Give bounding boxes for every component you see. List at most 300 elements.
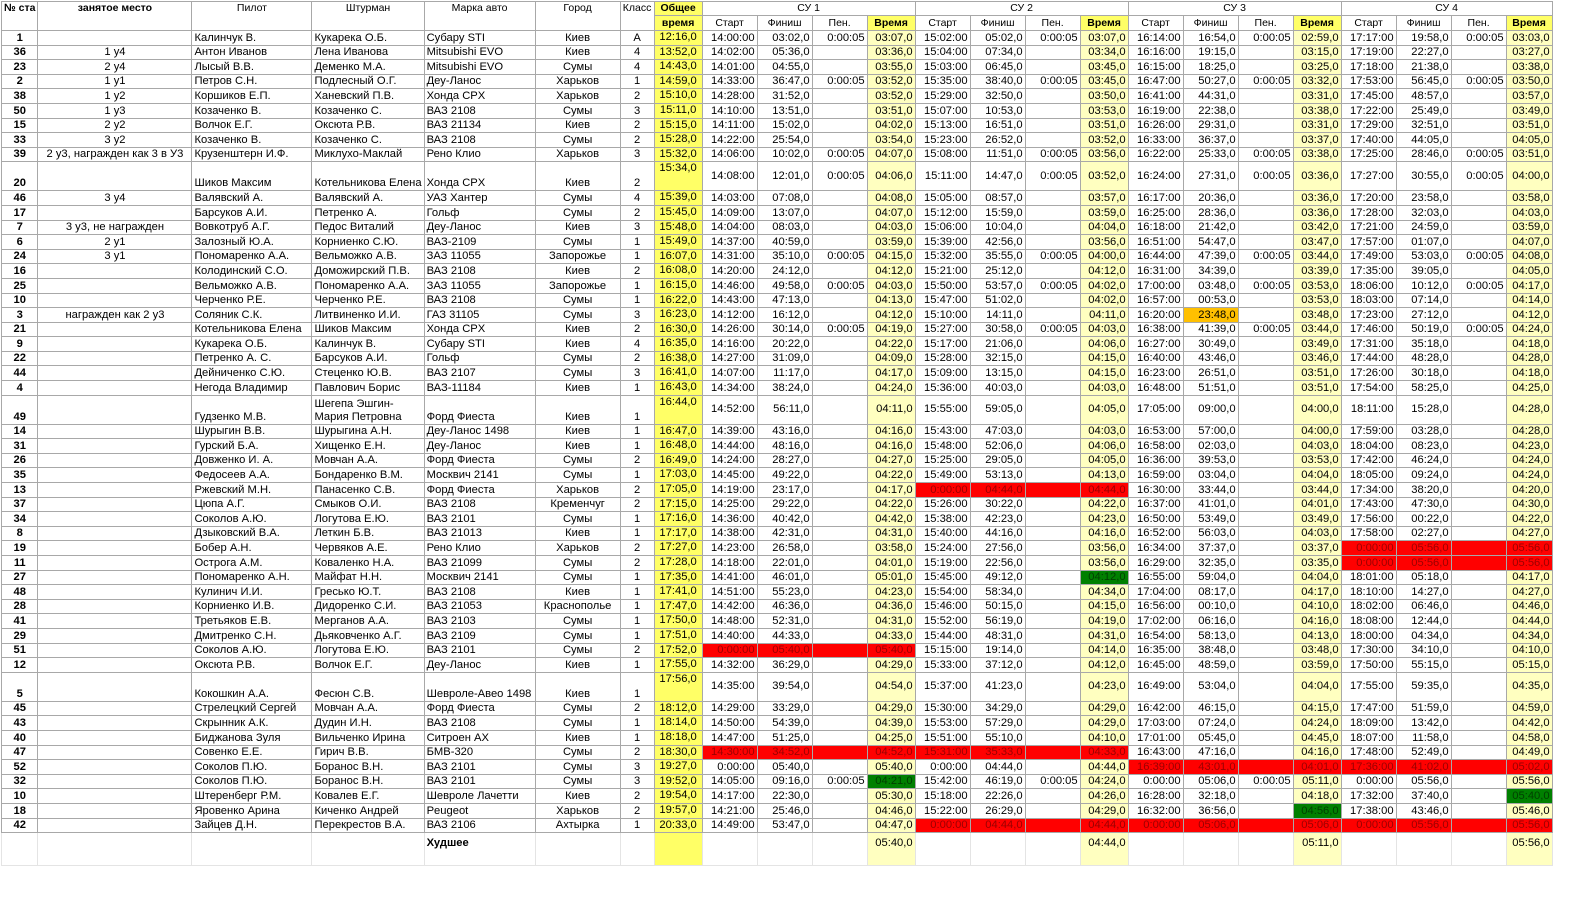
stage-start-cell: 18:01:00 xyxy=(1341,570,1396,585)
stage-3-header: СУ 3 xyxy=(1128,2,1341,16)
class-cell: 4 xyxy=(620,337,654,352)
stage-finish-cell: 38:24,0 xyxy=(757,381,812,396)
stage-time-cell: 04:24,0 xyxy=(1506,322,1552,337)
stage-start-cell: 16:59:00 xyxy=(1128,468,1183,483)
stage-time-cell: 03:48,0 xyxy=(1293,643,1341,658)
pilot-cell: Оксюта Р.В. xyxy=(192,658,312,673)
stage-start-cell: 15:38:00 xyxy=(915,512,970,527)
stage-penalty-cell xyxy=(1025,818,1080,833)
stage-finish-cell: 59:35,0 xyxy=(1396,672,1451,701)
stage-penalty-cell xyxy=(1238,789,1293,804)
stage-start-cell: 14:31:00 xyxy=(702,249,757,264)
stage-time-cell: 03:56,0 xyxy=(1080,541,1128,556)
total-time-cell: 19:27,0 xyxy=(654,760,702,775)
place-cell xyxy=(38,745,192,760)
pilot-cell: Биджанова Зуля xyxy=(192,730,312,745)
table-row xyxy=(2,191,1553,206)
stage-penalty-cell xyxy=(1238,293,1293,308)
navigator-cell: Стеценко Ю.В. xyxy=(312,366,424,381)
stage-start-cell: 15:46:00 xyxy=(915,599,970,614)
stage-finish-cell: 53:03,0 xyxy=(1396,249,1451,264)
stage-finish-cell: 26:51,0 xyxy=(1183,366,1238,381)
stage-time-cell: 04:12,0 xyxy=(1080,570,1128,585)
car-model-cell: Деу-Ланос xyxy=(424,439,535,454)
stage-finish-cell: 09:00,0 xyxy=(1183,395,1238,424)
table-row xyxy=(2,89,1553,104)
stage-time-cell: 03:52,0 xyxy=(867,89,915,104)
pilot-cell: Пономаренко А.Н. xyxy=(192,570,312,585)
col-penalty-header: Пен. xyxy=(812,16,867,31)
stage-penalty-cell: 0:00:05 xyxy=(1025,774,1080,789)
city-cell: Киев xyxy=(535,31,620,46)
pilot-cell: Козаченко В. xyxy=(192,133,312,148)
car-number: 50 xyxy=(2,103,38,118)
table-row xyxy=(2,818,1553,833)
stage-start-cell: 16:22:00 xyxy=(1128,147,1183,162)
stage-time-cell: 03:44,0 xyxy=(1293,249,1341,264)
stage-time-cell: 04:05,0 xyxy=(1506,133,1552,148)
place-cell: 1 у3 xyxy=(38,103,192,118)
class-cell: 1 xyxy=(620,395,654,424)
stage-4-header: СУ 4 xyxy=(1341,2,1552,16)
stage-penalty-cell xyxy=(1025,701,1080,716)
stage-penalty-cell: 0:00:05 xyxy=(1025,278,1080,293)
stage-finish-cell: 20:36,0 xyxy=(1183,191,1238,206)
total-time-cell: 16:49,0 xyxy=(654,453,702,468)
total-time-cell: 16:41,0 xyxy=(654,366,702,381)
col-finish-header: Финиш xyxy=(1183,16,1238,31)
place-cell xyxy=(38,366,192,381)
city-cell: Сумы xyxy=(535,133,620,148)
stage-time-cell: 04:13,0 xyxy=(1293,628,1341,643)
navigator-cell: Гирич В.В. xyxy=(312,745,424,760)
stage-penalty-cell xyxy=(812,526,867,541)
stage-start-cell: 16:20:00 xyxy=(1128,308,1183,323)
pilot-cell: Стрелецкий Сергей xyxy=(192,701,312,716)
stage-start-cell: 17:34:00 xyxy=(1341,483,1396,498)
stage-penalty-cell xyxy=(1451,789,1506,804)
stage-penalty-cell xyxy=(1451,541,1506,556)
stage-penalty-cell xyxy=(812,308,867,323)
stage-penalty-cell xyxy=(1238,89,1293,104)
stage-time-cell: 04:23,0 xyxy=(1080,512,1128,527)
stage-penalty-cell xyxy=(1238,716,1293,731)
stage-finish-cell: 48:57,0 xyxy=(1396,89,1451,104)
table-row xyxy=(2,162,1553,191)
stage-finish-cell: 44:31,0 xyxy=(1183,89,1238,104)
stage-start-cell: 16:30:00 xyxy=(1128,483,1183,498)
stage-finish-cell: 58:25,0 xyxy=(1396,381,1451,396)
stage-penalty-cell xyxy=(1238,60,1293,75)
stage-penalty-cell: 0:00:05 xyxy=(1451,322,1506,337)
pilot-cell: Скрынник А.К. xyxy=(192,716,312,731)
stage-penalty-cell xyxy=(812,672,867,701)
stage-start-cell: 15:51:00 xyxy=(915,730,970,745)
stage-finish-cell: 04:44,0 xyxy=(970,483,1025,498)
place-cell: 3 у3, не награжден xyxy=(38,220,192,235)
stage-time-cell: 04:24,0 xyxy=(867,381,915,396)
stage-finish-cell: 06:46,0 xyxy=(1396,599,1451,614)
city-cell: Сумы xyxy=(535,512,620,527)
stage-start-cell: 17:17:00 xyxy=(1341,31,1396,46)
stage-start-cell: 18:04:00 xyxy=(1341,439,1396,454)
total-time-cell: 17:51,0 xyxy=(654,628,702,643)
stage-start-cell: 16:35:00 xyxy=(1128,643,1183,658)
stage-start-cell: 16:39:00 xyxy=(1128,760,1183,775)
stage-start-cell: 14:17:00 xyxy=(702,789,757,804)
stage-finish-cell: 46:36,0 xyxy=(757,599,812,614)
stage-finish-cell: 46:19,0 xyxy=(970,774,1025,789)
stage-penalty-cell xyxy=(1451,526,1506,541)
city-cell: Харьков xyxy=(535,89,620,104)
total-time-cell: 16:43,0 xyxy=(654,381,702,396)
stage-penalty-cell xyxy=(1238,585,1293,600)
stage-penalty-cell xyxy=(1451,585,1506,600)
stage-penalty-cell xyxy=(1025,366,1080,381)
total-time-cell: 20:33,0 xyxy=(654,818,702,833)
stage-time-cell: 04:04,0 xyxy=(1293,672,1341,701)
stage-start-cell: 15:55:00 xyxy=(915,395,970,424)
stage-penalty-cell xyxy=(1238,366,1293,381)
class-cell: 2 xyxy=(620,701,654,716)
stage-time-cell: 04:11,0 xyxy=(1080,308,1128,323)
stage-finish-cell: 04:55,0 xyxy=(757,60,812,75)
car-number: 36 xyxy=(2,45,38,60)
stage-start-cell: 14:49:00 xyxy=(702,818,757,833)
stage-penalty-cell xyxy=(812,395,867,424)
place-cell: награжден как 2 у3 xyxy=(38,308,192,323)
stage-time-cell: 04:44,0 xyxy=(1506,614,1552,629)
city-cell: Сумы xyxy=(535,366,620,381)
table-row xyxy=(2,424,1553,439)
stage-time-cell: 03:57,0 xyxy=(1080,191,1128,206)
car-model-cell: Деу-Ланос xyxy=(424,220,535,235)
stage-finish-cell: 30:14,0 xyxy=(757,322,812,337)
table-row xyxy=(2,526,1553,541)
stage-finish-cell: 28:46,0 xyxy=(1396,147,1451,162)
stage-finish-cell: 08:23,0 xyxy=(1396,439,1451,454)
stage-start-cell: 17:58:00 xyxy=(1341,526,1396,541)
car-model-cell: Москвич 2141 xyxy=(424,570,535,585)
stage-start-cell: 17:18:00 xyxy=(1341,60,1396,75)
stage-start-cell: 17:36:00 xyxy=(1341,760,1396,775)
stage-time-cell: 04:17,0 xyxy=(867,483,915,498)
stage-finish-cell: 05:40,0 xyxy=(757,643,812,658)
class-cell: 1 xyxy=(620,570,654,585)
class-cell: 1 xyxy=(620,672,654,701)
stage-finish-cell: 04:34,0 xyxy=(1396,628,1451,643)
navigator-cell: Миклухо-Маклай xyxy=(312,147,424,162)
stage-time-cell: 04:03,0 xyxy=(1080,322,1128,337)
total-time-cell: 15:11,0 xyxy=(654,103,702,118)
stage-time-cell: 04:44,0 xyxy=(1080,483,1128,498)
car-number: 10 xyxy=(2,789,38,804)
class-cell: 3 xyxy=(620,774,654,789)
stage-penalty-cell xyxy=(1238,308,1293,323)
class-cell: 1 xyxy=(620,585,654,600)
table-row xyxy=(2,468,1553,483)
car-number: 35 xyxy=(2,468,38,483)
car-number: 19 xyxy=(2,541,38,556)
car-model-cell: Хонда CPX xyxy=(424,89,535,104)
car-number: 38 xyxy=(2,89,38,104)
stage-start-cell: 14:16:00 xyxy=(702,337,757,352)
city-cell: Сумы xyxy=(535,628,620,643)
place-cell xyxy=(38,599,192,614)
stage-finish-cell: 43:46,0 xyxy=(1396,803,1451,818)
car-number: 21 xyxy=(2,322,38,337)
pilot-cell: Залозный Ю.А. xyxy=(192,235,312,250)
stage-penalty-cell xyxy=(1451,337,1506,352)
stage-penalty-cell: 0:00:05 xyxy=(1238,74,1293,89)
stage-time-cell: 04:05,0 xyxy=(1506,264,1552,279)
place-cell xyxy=(38,760,192,775)
stage-penalty-cell: 0:00:05 xyxy=(812,278,867,293)
stage-time-cell: 03:07,0 xyxy=(1080,31,1128,46)
stage-finish-cell: 55:15,0 xyxy=(1396,658,1451,673)
navigator-cell: Дидоренко С.И. xyxy=(312,599,424,614)
stage-finish-cell: 35:18,0 xyxy=(1396,337,1451,352)
table-row xyxy=(2,745,1553,760)
navigator-cell: Червяков А.Е. xyxy=(312,541,424,556)
navigator-cell: Гресько Ю.Т. xyxy=(312,585,424,600)
table-row xyxy=(2,658,1553,673)
stage-finish-cell: 07:24,0 xyxy=(1183,716,1238,731)
stage-penalty-cell xyxy=(1025,395,1080,424)
stage-start-cell: 16:47:00 xyxy=(1128,74,1183,89)
stage-time-cell: 04:29,0 xyxy=(1080,803,1128,818)
stage-finish-cell: 37:40,0 xyxy=(1396,789,1451,804)
stage-time-cell: 02:59,0 xyxy=(1293,31,1341,46)
city-cell: Харьков xyxy=(535,803,620,818)
stage-time-cell: 04:03,0 xyxy=(1080,381,1128,396)
place-cell xyxy=(38,31,192,46)
stage-start-cell: 14:38:00 xyxy=(702,526,757,541)
stage-start-cell: 15:36:00 xyxy=(915,381,970,396)
total-time-cell: 16:22,0 xyxy=(654,293,702,308)
place-cell xyxy=(38,774,192,789)
pilot-cell: Черченко Р.Е. xyxy=(192,293,312,308)
class-cell: 1 xyxy=(620,235,654,250)
stage-penalty-cell: 0:00:05 xyxy=(1238,278,1293,293)
car-number: 5 xyxy=(2,672,38,701)
pilot-cell: Кулинич И.И. xyxy=(192,585,312,600)
table-row xyxy=(2,643,1553,658)
stage-start-cell: 14:41:00 xyxy=(702,570,757,585)
stage-time-cell: 04:16,0 xyxy=(1080,526,1128,541)
stage-finish-cell: 00:22,0 xyxy=(1396,512,1451,527)
stage-start-cell: 14:33:00 xyxy=(702,74,757,89)
stage-finish-cell: 21:38,0 xyxy=(1396,60,1451,75)
stage-start-cell: 14:05:00 xyxy=(702,774,757,789)
stage-penalty-cell xyxy=(1238,803,1293,818)
stage-start-cell: 0:00:00 xyxy=(915,483,970,498)
stage-start-cell: 14:07:00 xyxy=(702,366,757,381)
navigator-cell: Козаченко С. xyxy=(312,133,424,148)
stage-finish-cell: 32:51,0 xyxy=(1396,118,1451,133)
stage-finish-cell: 23:48,0 xyxy=(1183,308,1238,323)
table-row xyxy=(2,512,1553,527)
stage-finish-cell: 49:58,0 xyxy=(757,278,812,293)
stage-time-cell: 04:30,0 xyxy=(1506,497,1552,512)
stage-penalty-cell xyxy=(1025,118,1080,133)
stage-penalty-cell xyxy=(812,599,867,614)
stage-start-cell: 14:25:00 xyxy=(702,497,757,512)
stage-finish-cell: 26:52,0 xyxy=(970,133,1025,148)
stage-start-cell: 15:23:00 xyxy=(915,133,970,148)
navigator-cell: Вельможко А.В. xyxy=(312,249,424,264)
stage-penalty-cell xyxy=(1025,45,1080,60)
place-cell: 1 у1 xyxy=(38,74,192,89)
stage-time-cell: 04:45,0 xyxy=(1293,730,1341,745)
car-number: 2 xyxy=(2,74,38,89)
car-number: 42 xyxy=(2,818,38,833)
stage-start-cell: 14:39:00 xyxy=(702,424,757,439)
total-time-cell: 18:18,0 xyxy=(654,730,702,745)
stage-start-cell: 15:45:00 xyxy=(915,570,970,585)
navigator-cell: Ханевский П.В. xyxy=(312,89,424,104)
stage-penalty-cell xyxy=(1451,497,1506,512)
stage-finish-cell: 13:42,0 xyxy=(1396,716,1451,731)
stage-start-cell: 16:25:00 xyxy=(1128,205,1183,220)
pilot-cell: Бобер А.Н. xyxy=(192,541,312,556)
stage-start-cell: 16:43:00 xyxy=(1128,745,1183,760)
stage-start-cell: 14:01:00 xyxy=(702,60,757,75)
stage-time-cell: 04:34,0 xyxy=(1080,585,1128,600)
stage-start-cell: 15:06:00 xyxy=(915,220,970,235)
navigator-cell: Ковалев Е.Г. xyxy=(312,789,424,804)
stage-penalty-cell xyxy=(812,497,867,512)
stage-start-cell: 0:00:00 xyxy=(702,643,757,658)
stage-penalty-cell xyxy=(812,439,867,454)
place-cell xyxy=(38,453,192,468)
stage-start-cell: 17:21:00 xyxy=(1341,220,1396,235)
stage-time-cell: 04:10,0 xyxy=(1293,599,1341,614)
stage-start-cell: 14:48:00 xyxy=(702,614,757,629)
stage-time-cell: 04:28,0 xyxy=(1506,351,1552,366)
stage-time-cell: 03:47,0 xyxy=(1293,235,1341,250)
stage-finish-cell: 44:33,0 xyxy=(757,628,812,643)
stage-finish-cell: 16:51,0 xyxy=(970,118,1025,133)
col-finish-header: Финиш xyxy=(1396,16,1451,31)
stage-finish-cell: 04:44,0 xyxy=(970,760,1025,775)
stage-finish-cell: 43:46,0 xyxy=(1183,351,1238,366)
class-cell: 1 xyxy=(620,439,654,454)
class-cell: 2 xyxy=(620,205,654,220)
stage-finish-cell: 22:56,0 xyxy=(970,556,1025,571)
navigator-cell: Логутова Е.Ю. xyxy=(312,512,424,527)
stage-finish-cell: 22:38,0 xyxy=(1183,103,1238,118)
stage-finish-cell: 08:57,0 xyxy=(970,191,1025,206)
class-cell: 2 xyxy=(620,162,654,191)
city-cell: Сумы xyxy=(535,745,620,760)
col-num-header: № ста xyxy=(2,2,38,31)
pilot-cell: Дейниченко С.Ю. xyxy=(192,366,312,381)
stage-finish-cell: 23:58,0 xyxy=(1396,191,1451,206)
city-cell: Ахтырка xyxy=(535,818,620,833)
stage-time-cell: 04:12,0 xyxy=(1080,658,1128,673)
stage-time-cell: 04:34,0 xyxy=(1506,628,1552,643)
pilot-cell: Лысый В.В. xyxy=(192,60,312,75)
stage-time-cell: 04:06,0 xyxy=(867,162,915,191)
total-time-cell: 16:47,0 xyxy=(654,424,702,439)
class-cell: 2 xyxy=(620,556,654,571)
stage-penalty-cell xyxy=(1025,599,1080,614)
stage-start-cell: 14:22:00 xyxy=(702,133,757,148)
stage-time-cell: 03:56,0 xyxy=(1080,556,1128,571)
stage-finish-cell: 47:30,0 xyxy=(1396,497,1451,512)
stage-penalty-cell xyxy=(1238,730,1293,745)
stage-finish-cell: 11:51,0 xyxy=(970,147,1025,162)
stage-start-cell: 14:40:00 xyxy=(702,628,757,643)
stage-penalty-cell xyxy=(1025,672,1080,701)
car-number: 26 xyxy=(2,453,38,468)
stage-penalty-cell xyxy=(1025,628,1080,643)
car-model-cell: ЗАЗ 11055 xyxy=(424,278,535,293)
stage-finish-cell: 43:01,0 xyxy=(1183,760,1238,775)
stage-start-cell: 15:47:00 xyxy=(915,293,970,308)
stage-finish-cell: 57:00,0 xyxy=(1183,424,1238,439)
stage-time-cell: 03:27,0 xyxy=(1506,45,1552,60)
stage-finish-cell: 44:05,0 xyxy=(1396,133,1451,148)
stage-start-cell: 15:05:00 xyxy=(915,191,970,206)
stage-time-cell: 04:27,0 xyxy=(1506,526,1552,541)
stage-start-cell: 15:32:00 xyxy=(915,249,970,264)
stage-penalty-cell xyxy=(1238,424,1293,439)
stage-finish-cell: 13:15,0 xyxy=(970,366,1025,381)
total-time-cell: 15:49,0 xyxy=(654,235,702,250)
stage-start-cell: 17:02:00 xyxy=(1128,614,1183,629)
pilot-cell: Соколов П.Ю. xyxy=(192,760,312,775)
city-cell: Сумы xyxy=(535,293,620,308)
stage-finish-cell: 07:34,0 xyxy=(970,45,1025,60)
stage-penalty-cell xyxy=(1025,468,1080,483)
class-cell: 1 xyxy=(620,628,654,643)
stage-finish-cell: 05:56,0 xyxy=(1396,556,1451,571)
car-number: 39 xyxy=(2,147,38,162)
stage-penalty-cell xyxy=(812,264,867,279)
stage-time-cell: 04:19,0 xyxy=(1080,614,1128,629)
table-row xyxy=(2,453,1553,468)
stage-start-cell: 14:45:00 xyxy=(702,468,757,483)
car-model-cell: ВАЗ 2101 xyxy=(424,512,535,527)
stage-time-cell: 04:58,0 xyxy=(1506,730,1552,745)
stage-time-cell: 04:59,0 xyxy=(1506,701,1552,716)
stage-time-cell: 04:02,0 xyxy=(1080,293,1128,308)
stage-penalty-cell xyxy=(1451,45,1506,60)
stage-start-cell: 16:52:00 xyxy=(1128,526,1183,541)
stage-time-cell: 04:44,0 xyxy=(1080,760,1128,775)
stage-finish-cell: 38:48,0 xyxy=(1183,643,1238,658)
stage-finish-cell: 52:06,0 xyxy=(970,439,1025,454)
navigator-cell: Коваленко Н.А. xyxy=(312,556,424,571)
stage-finish-cell: 27:56,0 xyxy=(970,541,1025,556)
stage-penalty-cell xyxy=(1451,366,1506,381)
stage-finish-cell: 05:02,0 xyxy=(970,31,1025,46)
class-cell: 4 xyxy=(620,45,654,60)
stage-time-cell: 03:36,0 xyxy=(1293,205,1341,220)
stage-penalty-cell xyxy=(812,103,867,118)
stage-finish-cell: 06:16,0 xyxy=(1183,614,1238,629)
car-number: 47 xyxy=(2,745,38,760)
place-cell xyxy=(38,205,192,220)
table-row xyxy=(2,118,1553,133)
stage-finish-cell: 04:44,0 xyxy=(970,818,1025,833)
stage-time-cell: 03:49,0 xyxy=(1293,512,1341,527)
stage-finish-cell: 05:18,0 xyxy=(1396,570,1451,585)
car-number: 10 xyxy=(2,293,38,308)
stage-time-cell: 04:03,0 xyxy=(1080,424,1128,439)
